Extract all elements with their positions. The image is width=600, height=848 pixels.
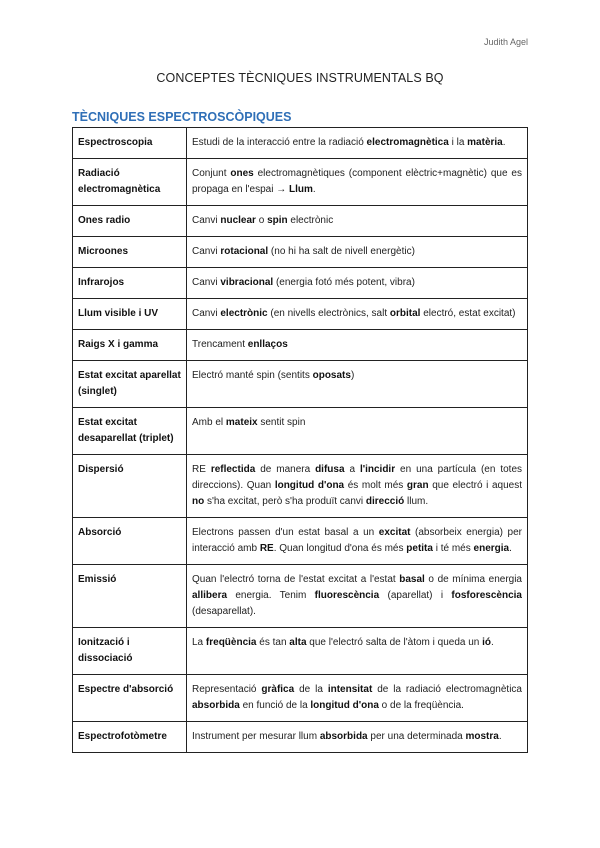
definition-text: Canvi xyxy=(192,277,221,288)
definition-text: que electró i aquest xyxy=(428,480,522,491)
definition-text: (energia fotó més potent, vibra) xyxy=(273,277,415,288)
definition-text: Estudi de la interacció entre la radiació xyxy=(192,137,367,148)
definition-keyword: mateix xyxy=(225,417,258,428)
definition-text: que l'electró salta de l'àtom i queda un xyxy=(306,637,483,648)
definition-keyword: no xyxy=(192,496,205,507)
term-cell: Microones xyxy=(73,237,187,268)
definition-keyword: ones xyxy=(230,168,254,179)
definition-cell xyxy=(187,237,528,268)
definition-text: electromagnètiques (component elèctric+magnètic) que es propaga en l'espai → xyxy=(192,168,522,195)
definition-keyword: fosforescència xyxy=(451,590,522,601)
term-cell: Dispersió xyxy=(73,455,187,518)
concepts-table-body xyxy=(73,128,528,753)
definition-keyword: gran xyxy=(406,480,429,491)
term-cell: Espectre d'absorció xyxy=(73,675,187,722)
definition-keyword: ió xyxy=(482,637,492,648)
definition-cell xyxy=(187,675,528,722)
definition-keyword: mostra xyxy=(465,731,499,742)
term-cell: Infrarojos xyxy=(73,268,187,299)
term-cell: Ones radio xyxy=(73,206,187,237)
table-row xyxy=(73,268,528,299)
term-cell: Llum visible i UV xyxy=(73,299,187,330)
definition-text: (absorbeix energia) per interacció amb xyxy=(192,527,523,554)
document-title: CONCEPTES TÈCNIQUES INSTRUMENTALS BQ xyxy=(156,71,444,85)
definition-keyword: fluorescència xyxy=(314,590,380,601)
definition-text: Canvi xyxy=(192,215,221,226)
definition-keyword: direcció xyxy=(365,496,405,507)
definition-text: Trencament xyxy=(192,339,248,350)
definition-cell xyxy=(187,518,528,565)
definition-keyword: RE xyxy=(259,543,274,554)
term-cell: Estat excitat desaparellat (triplet) xyxy=(73,408,187,455)
section-heading: TÈCNIQUES ESPECTROSCÒPIQUES xyxy=(72,110,292,124)
definition-text: de manera xyxy=(255,464,316,475)
definition-cell xyxy=(187,565,528,628)
table-row xyxy=(73,518,528,565)
table-row xyxy=(73,675,528,722)
table-row xyxy=(73,299,528,330)
definition-keyword: energia xyxy=(473,543,510,554)
definition-keyword: oposats xyxy=(312,370,351,381)
definition-text: de la xyxy=(294,684,328,695)
definition-cell xyxy=(187,330,528,361)
definition-keyword: l'incidir xyxy=(359,464,396,475)
term-cell: Espectrofotòmetre xyxy=(73,722,187,753)
table-row xyxy=(73,408,528,455)
term-cell: Raigs X i gamma xyxy=(73,330,187,361)
table-row xyxy=(73,361,528,408)
definition-keyword: excitat xyxy=(378,527,411,538)
definition-keyword: enllaços xyxy=(247,339,288,350)
definition-text: és tan xyxy=(256,637,290,648)
definition-keyword: gràfica xyxy=(261,684,295,695)
definition-keyword: matèria xyxy=(467,137,503,148)
definition-text: (no hi ha salt de nivell energètic) xyxy=(268,246,415,257)
definition-text: RE xyxy=(192,464,211,475)
term-cell: Emissió xyxy=(73,565,187,628)
definition-keyword: allibera xyxy=(192,590,228,601)
definition-keyword: orbital xyxy=(389,308,421,319)
definition-cell xyxy=(187,455,528,518)
definition-text: electrònic xyxy=(287,215,334,226)
definition-text: ) xyxy=(350,370,355,381)
definition-cell xyxy=(187,722,528,753)
definition-keyword: nuclear xyxy=(220,215,256,226)
table-row xyxy=(73,628,528,675)
definition-text: (aparellat) i xyxy=(379,590,452,601)
table-row xyxy=(73,159,528,206)
definition-text: . xyxy=(502,137,506,148)
table-row xyxy=(73,722,528,753)
concepts-table xyxy=(72,127,528,753)
definition-text: . xyxy=(498,731,502,742)
definition-keyword: alta xyxy=(289,637,307,648)
definition-text: Representació xyxy=(192,684,262,695)
definition-text: Amb el xyxy=(192,417,226,428)
definition-text: i té més xyxy=(432,543,474,554)
definition-text: Conjunt xyxy=(192,168,231,179)
term-cell: Radiació electromagnètica xyxy=(73,159,187,206)
table-row xyxy=(73,237,528,268)
term-cell: Estat excitat aparellat (singlet) xyxy=(73,361,187,408)
table-row xyxy=(73,330,528,361)
definition-text: . xyxy=(312,184,316,195)
definition-text: a xyxy=(344,464,360,475)
definition-cell xyxy=(187,128,528,159)
definition-text: en una partícula (en totes direccions). Quan xyxy=(192,464,522,491)
definition-text: . Quan longitud d'ona és més xyxy=(273,543,407,554)
definition-text: o xyxy=(255,215,268,226)
definition-text: energia. Tenim xyxy=(227,590,315,601)
definition-keyword: electromagnètica xyxy=(366,137,449,148)
term-cell: Absorció xyxy=(73,518,187,565)
term-cell: Espectroscopia xyxy=(73,128,187,159)
definition-text: . xyxy=(509,543,512,554)
definition-keyword: longitud d'ona xyxy=(274,480,345,491)
definition-keyword: petita xyxy=(406,543,433,554)
definition-keyword: rotacional xyxy=(220,246,269,257)
definition-keyword: intensitat xyxy=(327,684,373,695)
definition-text: Electró manté spin (sentits xyxy=(192,370,313,381)
definition-keyword: reflectida xyxy=(210,464,256,475)
definition-cell xyxy=(187,206,528,237)
definition-text: i la xyxy=(448,137,468,148)
table-row xyxy=(73,455,528,518)
definition-text: Electrons passen d'un estat basal a un xyxy=(192,527,379,538)
definition-text: (en nivells electrònics, salt xyxy=(267,308,390,319)
definition-text: Quan l'electró torna de l'estat excitat a l'estat xyxy=(192,574,400,585)
definition-cell xyxy=(187,299,528,330)
definition-keyword: basal xyxy=(399,574,425,585)
definition-keyword: difusa xyxy=(315,464,345,475)
author-name: Judith Agel xyxy=(483,37,528,47)
table-row xyxy=(73,565,528,628)
definition-text: s'ha excitat, però s'ha produït canvi xyxy=(204,496,366,507)
definition-text: La xyxy=(192,637,206,648)
definition-text: llum. xyxy=(404,496,429,507)
definition-keyword: electrònic xyxy=(220,308,268,319)
definition-text: en funció de la xyxy=(239,700,311,711)
table-row xyxy=(73,206,528,237)
definition-keyword: absorbida xyxy=(319,731,368,742)
definition-cell xyxy=(187,628,528,675)
definition-keyword: absorbida xyxy=(192,700,240,711)
definition-text: electró, estat excitat) xyxy=(420,308,516,319)
definition-text: (desaparellat). xyxy=(192,606,256,617)
definition-text: . xyxy=(491,637,494,648)
definition-keyword: longitud d'ona xyxy=(310,700,379,711)
definition-text: sentit spin xyxy=(257,417,306,428)
definition-text: per una determinada xyxy=(367,731,466,742)
definition-keyword: freqüència xyxy=(205,637,257,648)
definition-cell xyxy=(187,361,528,408)
definition-cell xyxy=(187,408,528,455)
definition-keyword: spin xyxy=(267,215,288,226)
definition-text: és molt més xyxy=(344,480,407,491)
definition-text: Canvi xyxy=(192,308,221,319)
term-cell: Ionització i dissociació xyxy=(73,628,187,675)
definition-cell xyxy=(187,268,528,299)
definition-cell xyxy=(187,159,528,206)
definition-text: de la radiació electromagnètica xyxy=(372,684,522,695)
definition-text: Canvi xyxy=(192,246,221,257)
definition-text: Instrument per mesurar llum xyxy=(192,731,320,742)
definition-keyword: vibracional xyxy=(220,277,274,288)
definition-keyword: Llum xyxy=(288,184,313,195)
table-row xyxy=(73,128,528,159)
definition-text: o de la freqüència. xyxy=(378,700,464,711)
definition-text: o de mínima energia xyxy=(424,574,522,585)
